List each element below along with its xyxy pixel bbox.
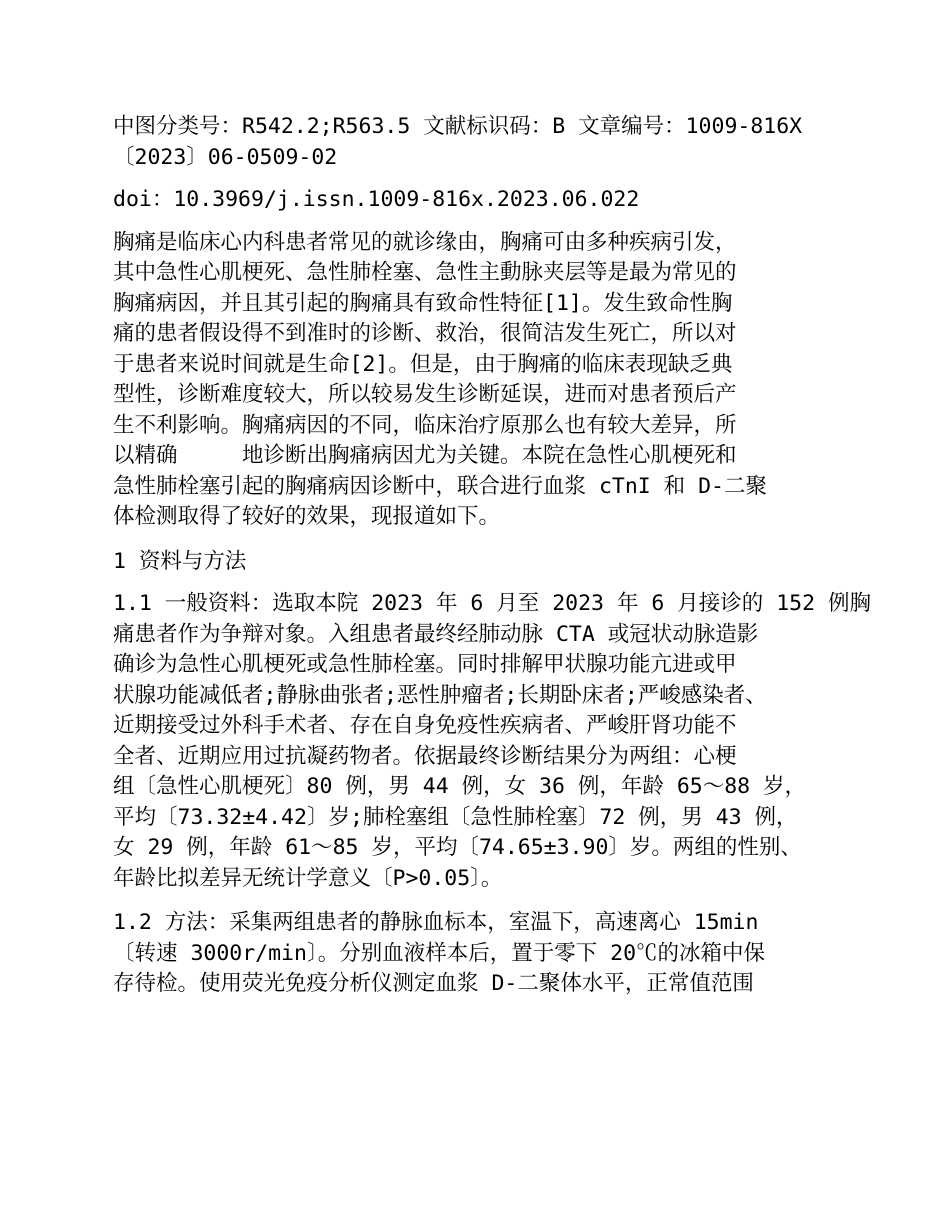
classification-info xyxy=(113,112,843,173)
text-line: 体检测取得了较好的效果，现报道如下。 xyxy=(113,504,501,529)
text-line: 型性，诊断难度较大，所以较易发生诊断延误，进而对患者预后产 xyxy=(113,382,737,407)
text-line: 痛患者作为争辩对象。入组患者最终经肺动脉 CTA 或冠状动脉造影 xyxy=(113,621,759,647)
section-heading-text: 1 资料与方法 xyxy=(113,548,247,574)
text-line: 年龄比拟差异无统计学意义〔P>0.05〕。 xyxy=(113,865,503,891)
doi-text: doi：10.3969/j.issn.1009-816x.2023.06.022 xyxy=(113,187,640,212)
text-line: 〔转速 3000r/min〕。分别血液样本后，置于零下 20℃的冰箱中保 xyxy=(113,940,766,966)
classification-line: 〔2023〕06-0509-02 xyxy=(113,144,338,170)
text-line: 胸痛病因，并且其引起的胸痛具有致命性特征[1]。发生致命性胸 xyxy=(113,290,733,316)
section-heading xyxy=(113,547,843,578)
text-line: 存待检。使用荧光免疫分析仪测定血浆 D-二聚体水平，正常值范围 xyxy=(113,971,754,996)
text-line: 急性肺栓塞引起的胸痛病因诊断中，联合进行血浆 cTnI 和 D-二聚 xyxy=(113,473,767,499)
text-line: 其中急性心肌梗死、急性肺栓塞、急性主動脉夹层等是最为常见的 xyxy=(113,260,737,285)
text-line: 状腺功能减低者;静脉曲张者;恶性肿瘤者;长期卧床者;严峻感染者、 xyxy=(113,682,767,708)
doi-line xyxy=(113,185,843,216)
text-line: 以精确 地诊断出胸痛病因尤为关键。本院在急性心肌梗死和 xyxy=(113,443,737,468)
text-line: 组〔急性心肌梗死〕80 例，男 44 例，女 36 例，年龄 65～88 岁， xyxy=(113,774,807,799)
text-line: 生不利影响。胸痛病因的不同，临床治疗原那么也有较大差异，所 xyxy=(113,412,737,438)
text-line: 胸痛是临床心内科患者常见的就诊缘由，胸痛可由多种疾病引发， xyxy=(113,229,737,255)
text-line: 1.2 方法：采集两组患者的静脉血标本，室温下，高速离心 15min xyxy=(113,910,759,935)
classification-line: 中图分类号：R542.2;R563.5 文献标识码：B 文章编号：1009-816X xyxy=(113,114,803,139)
method-paragraph xyxy=(113,908,843,1000)
text-line: 全者、近期应用过抗凝药物者。依据最终诊断结果分为两组：心梗 xyxy=(113,743,737,769)
text-line: 1.1 一般资料：选取本院 2023 年 6 月至 2023 年 6 月接诊的 152 例胸 xyxy=(113,591,871,616)
general-info-paragraph xyxy=(113,589,871,894)
text-line: 近期接受过外科手术者、存在自身免疫性疾病者、严峻肝肾功能不 xyxy=(113,713,737,738)
text-line: 于患者来说时间就是生命[2]。但是，由于胸痛的临床表现缺乏典 xyxy=(113,351,733,377)
text-line: 女 29 例，年龄 61～85 岁，平均〔74.65±3.90〕岁。两组的性别、 xyxy=(113,835,802,860)
text-line: 确诊为急性心肌梗死或急性肺栓塞。同时排解甲状腺功能亢进或甲 xyxy=(113,652,737,677)
text-line: 痛的患者假设得不到准时的诊断、救治，很简洁发生死亡，所以对 xyxy=(113,321,737,346)
text-line: 平均〔73.32±4.42〕岁;肺栓塞组〔急性肺栓塞〕72 例，男 43 例， xyxy=(113,804,798,830)
intro-paragraph xyxy=(113,228,843,533)
document-body xyxy=(113,112,871,1014)
